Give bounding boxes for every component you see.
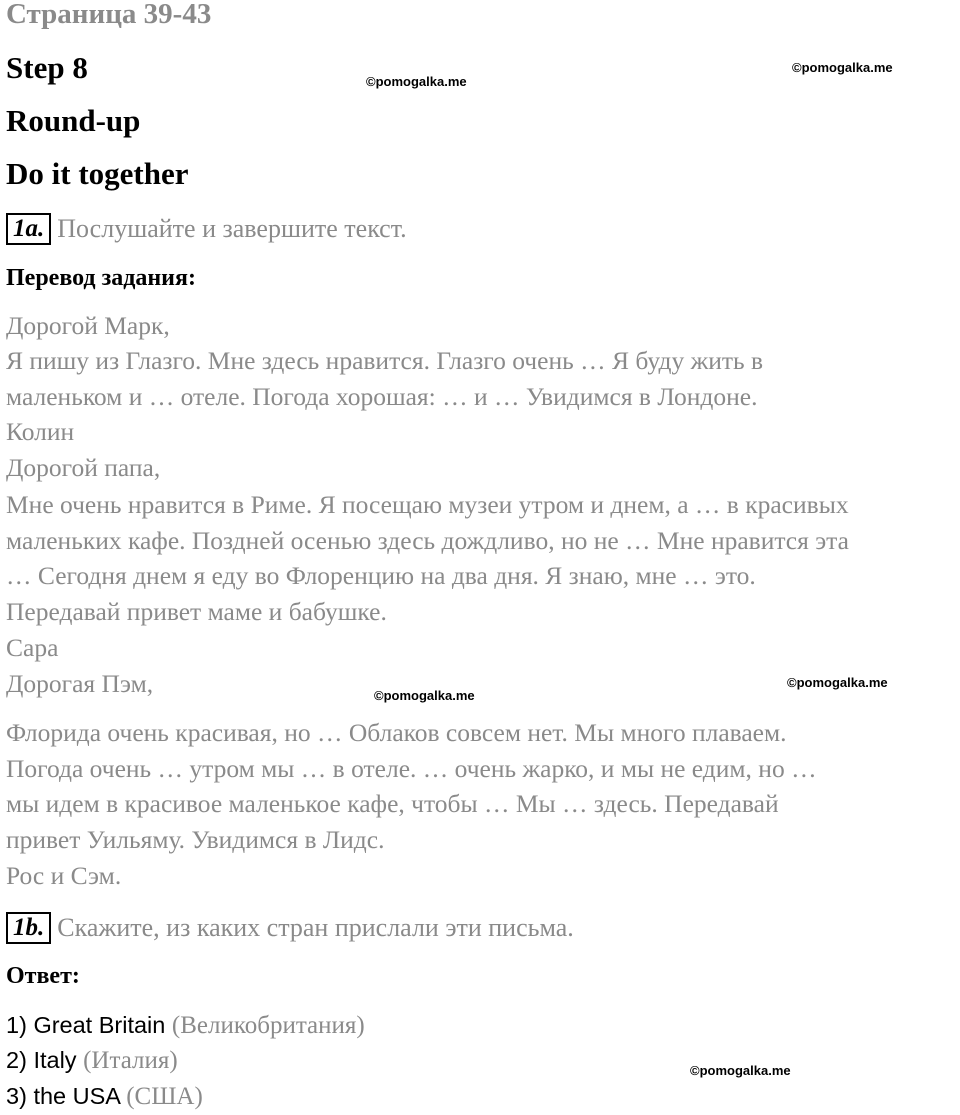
answer-english: Great Britain xyxy=(33,1012,166,1038)
watermark: ©pomogalka.me xyxy=(792,60,893,75)
section-heading: Round-up xyxy=(6,103,141,138)
watermark: ©pomogalka.me xyxy=(374,688,475,703)
watermark: ©pomogalka.me xyxy=(366,74,467,89)
task-number-badge: 1a. xyxy=(6,213,51,245)
letter-line: привет Уильяму. Увидимся в Лидс. xyxy=(6,825,385,854)
answer-item xyxy=(6,1007,365,1044)
letter-line: маленьком и … отеле. Погода хорошая: … и … Увидимся в Лондоне. xyxy=(6,382,758,411)
letter-line: … Сегодня днем я еду во Флоренцию на два дня. Я знаю, мне … это. xyxy=(6,561,756,590)
letter-line: Мне очень нравится в Риме. Я посещаю музеи утром и днем, а … в красивых xyxy=(6,490,849,519)
answer-number: 3) xyxy=(6,1083,27,1109)
letter-line: Колин xyxy=(6,417,75,446)
letter-line: Дорогой Марк, xyxy=(6,311,170,340)
letter-line: Сара xyxy=(6,633,59,662)
answer-english: the USA xyxy=(33,1083,120,1109)
watermark: ©pomogalka.me xyxy=(690,1063,791,1078)
answer-english: Italy xyxy=(33,1047,77,1073)
letter-line: маленьких кафе. Поздней осенью здесь дождливо, но не … Мне нравится эта xyxy=(6,526,849,555)
subsection-heading: Do it together xyxy=(6,156,189,191)
answer-item xyxy=(6,1042,178,1079)
answer-translation: (Италия) xyxy=(83,1047,178,1074)
task-text: Скажите, из каких стран прислали эти письма. xyxy=(57,913,574,942)
letter-line: Дорогой папа, xyxy=(6,453,161,482)
translation-label: Перевод задания: xyxy=(6,265,196,291)
answer-label: Ответ: xyxy=(6,963,80,989)
answer-translation: (Великобритания) xyxy=(171,1012,365,1039)
step-heading: Step 8 xyxy=(6,50,88,85)
task-1a xyxy=(6,212,407,246)
task-number-badge: 1b. xyxy=(6,912,51,944)
answer-translation: (США) xyxy=(126,1083,203,1110)
letter-line: Передавай привет маме и бабушке. xyxy=(6,597,387,626)
letter-line: Рос и Сэм. xyxy=(6,861,122,890)
watermark: ©pomogalka.me xyxy=(787,675,888,690)
letter-line: Дорогая Пэм, xyxy=(6,669,154,698)
answer-item xyxy=(6,1078,203,1115)
letter-line: мы идем в красивое маленькое кафе, чтобы … Мы … здесь. Передавай xyxy=(6,789,779,818)
task-text: Послушайте и завершите текст. xyxy=(57,214,407,243)
answer-number: 2) xyxy=(6,1047,27,1073)
task-1b xyxy=(6,911,574,945)
letter-line: Погода очень … утром мы … в отеле. … очень жарко, и мы не едим, но … xyxy=(6,754,817,783)
answer-number: 1) xyxy=(6,1012,27,1038)
letter-line: Флорида очень красивая, но … Облаков совсем нет. Мы много плаваем. xyxy=(6,718,787,747)
letter-line: Я пишу из Глазго. Мне здесь нравится. Глазго очень … Я буду жить в xyxy=(6,346,764,375)
page-title: Страница 39-43 xyxy=(6,0,212,30)
